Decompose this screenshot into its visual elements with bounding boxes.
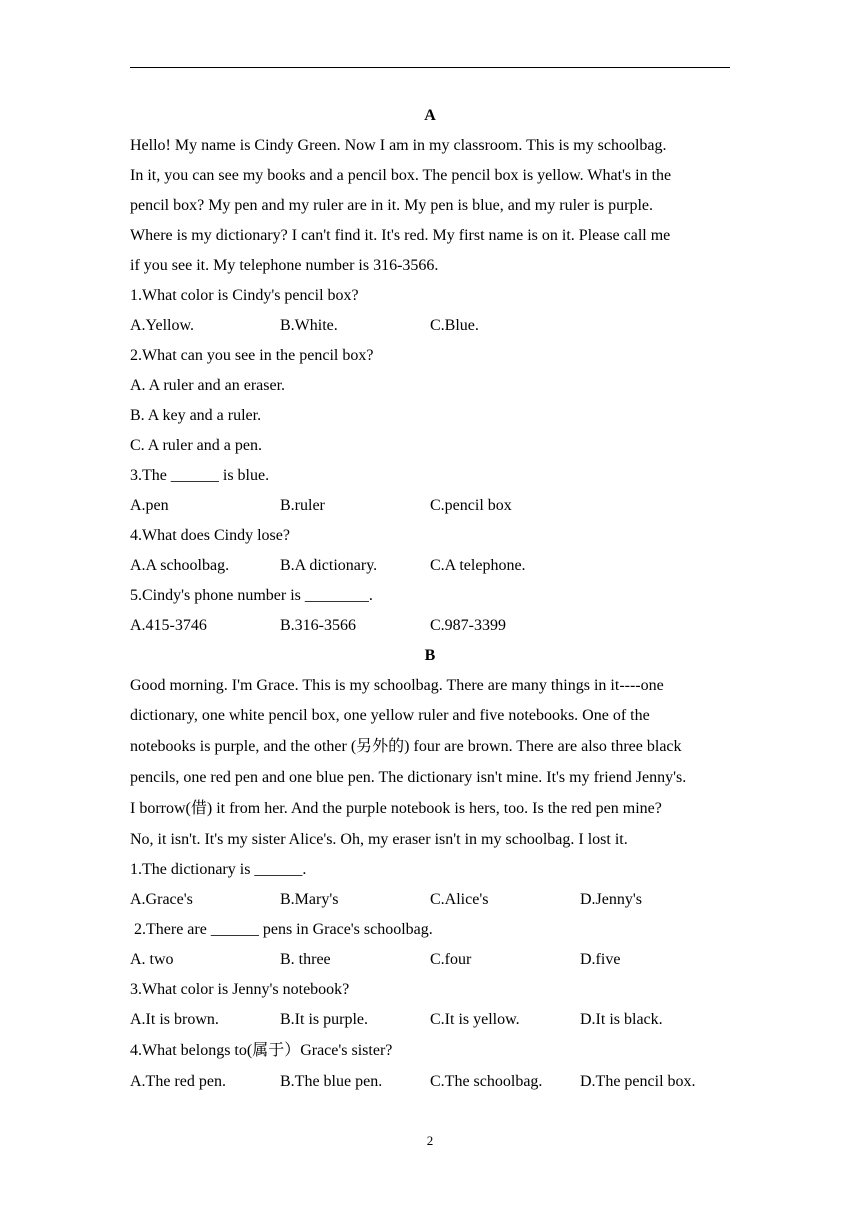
question-a3: [130, 461, 750, 521]
passage-line: pencil box? My pen and my ruler are in it. My pen is blue, and my ruler is purple.: [130, 197, 653, 214]
passage-b: [130, 671, 750, 855]
question-text: 1.The dictionary is ______.: [130, 861, 307, 878]
option-a: A.Yellow.: [130, 317, 195, 334]
answer-options: [130, 945, 750, 975]
option-c: C.It is yellow.: [430, 1011, 520, 1028]
question-b1: [130, 855, 750, 915]
option-a: A.A schoolbag.: [130, 557, 230, 574]
option-a: A.415-3746: [130, 617, 207, 634]
option-c: C.987-3399: [430, 617, 506, 634]
answer-options: [130, 1066, 750, 1097]
header-rule: [130, 67, 730, 68]
option-a: A. A ruler and an eraser.: [130, 377, 286, 394]
option-a: A.It is brown.: [130, 1011, 219, 1028]
question-text: 4.What belongs to(属于）Grace's sister?: [130, 1042, 393, 1059]
passage-line: I borrow(借) it from her. And the purple notebook is hers, too. Is the red pen mine?: [130, 800, 662, 817]
passage-line: Good morning. I'm Grace. This is my schoolbag. There are many things in it----one: [130, 677, 664, 694]
question-b4: [130, 1035, 750, 1097]
option-b: B.316-3566: [280, 617, 356, 634]
passage-line: dictionary, one white pencil box, one yellow ruler and five notebooks. One of the: [130, 707, 650, 724]
answer-options: [130, 551, 750, 581]
answer-options: [130, 491, 750, 521]
option-b: B.Mary's: [280, 891, 339, 908]
passage-a: [130, 131, 750, 281]
option-c: C.A telephone.: [430, 557, 526, 574]
question-text: 3.The ______ is blue.: [130, 467, 270, 484]
option-d: D.It is black.: [580, 1011, 663, 1028]
option-a: A. two: [130, 951, 174, 968]
answer-options: [130, 885, 750, 915]
question-b3: [130, 975, 750, 1035]
page-content: [130, 101, 750, 1097]
question-text: 1.What color is Cindy's pencil box?: [130, 287, 359, 304]
question-text: 3.What color is Jenny's notebook?: [130, 981, 350, 998]
question-a4: [130, 521, 750, 581]
question-a5: [130, 581, 750, 641]
section-heading-b: B: [424, 647, 436, 664]
question-b2: [130, 915, 750, 975]
question-text: 4.What does Cindy lose?: [130, 527, 290, 544]
page-number: 2: [426, 1133, 434, 1148]
option-b: B.A dictionary.: [280, 557, 378, 574]
option-b: B.ruler: [280, 497, 325, 514]
option-c: C.Alice's: [430, 891, 489, 908]
question-text: 5.Cindy's phone number is ________.: [130, 587, 373, 604]
option-d: D.five: [580, 951, 621, 968]
question-a2: [130, 341, 750, 461]
question-text: 2.What can you see in the pencil box?: [130, 347, 374, 364]
answer-options: [130, 611, 750, 641]
option-a: A.pen: [130, 497, 169, 514]
passage-line: pencils, one red pen and one blue pen. The dictionary isn't mine. It's my friend Jenny's.: [130, 769, 687, 786]
passage-line: In it, you can see my books and a pencil box. The pencil box is yellow. What's in the: [130, 167, 672, 184]
option-b: B. A key and a ruler.: [130, 407, 262, 424]
option-d: D.The pencil box.: [580, 1073, 696, 1090]
question-text: 2.There are ______ pens in Grace's schoolbag.: [134, 921, 433, 938]
passage-line: No, it isn't. It's my sister Alice's. Oh, my eraser isn't in my schoolbag. I lost it.: [130, 831, 628, 848]
question-a1: [130, 281, 750, 341]
option-c: C.four: [430, 951, 472, 968]
answer-options: [130, 311, 750, 341]
passage-line: Hello! My name is Cindy Green. Now I am in my classroom. This is my schoolbag.: [130, 137, 667, 154]
option-c: C.The schoolbag.: [430, 1073, 543, 1090]
option-b: B.It is purple.: [280, 1011, 368, 1028]
option-c: C.pencil box: [430, 497, 512, 514]
option-c: C.Blue.: [430, 317, 479, 334]
option-a: A.Grace's: [130, 891, 193, 908]
option-b: B. three: [280, 951, 331, 968]
section-heading-a: A: [424, 107, 436, 124]
answer-options: [130, 1005, 750, 1035]
option-b: B.The blue pen.: [280, 1073, 383, 1090]
option-d: D.Jenny's: [580, 891, 642, 908]
passage-line: if you see it. My telephone number is 316-3566.: [130, 257, 439, 274]
option-c: C. A ruler and a pen.: [130, 437, 262, 454]
passage-line: notebooks is purple, and the other (另外的) four are brown. There are also three black: [130, 738, 682, 755]
option-a: A.The red pen.: [130, 1073, 226, 1090]
option-b: B.White.: [280, 317, 338, 334]
passage-line: Where is my dictionary? I can't find it. It's red. My first name is on it. Please call me: [130, 227, 671, 244]
